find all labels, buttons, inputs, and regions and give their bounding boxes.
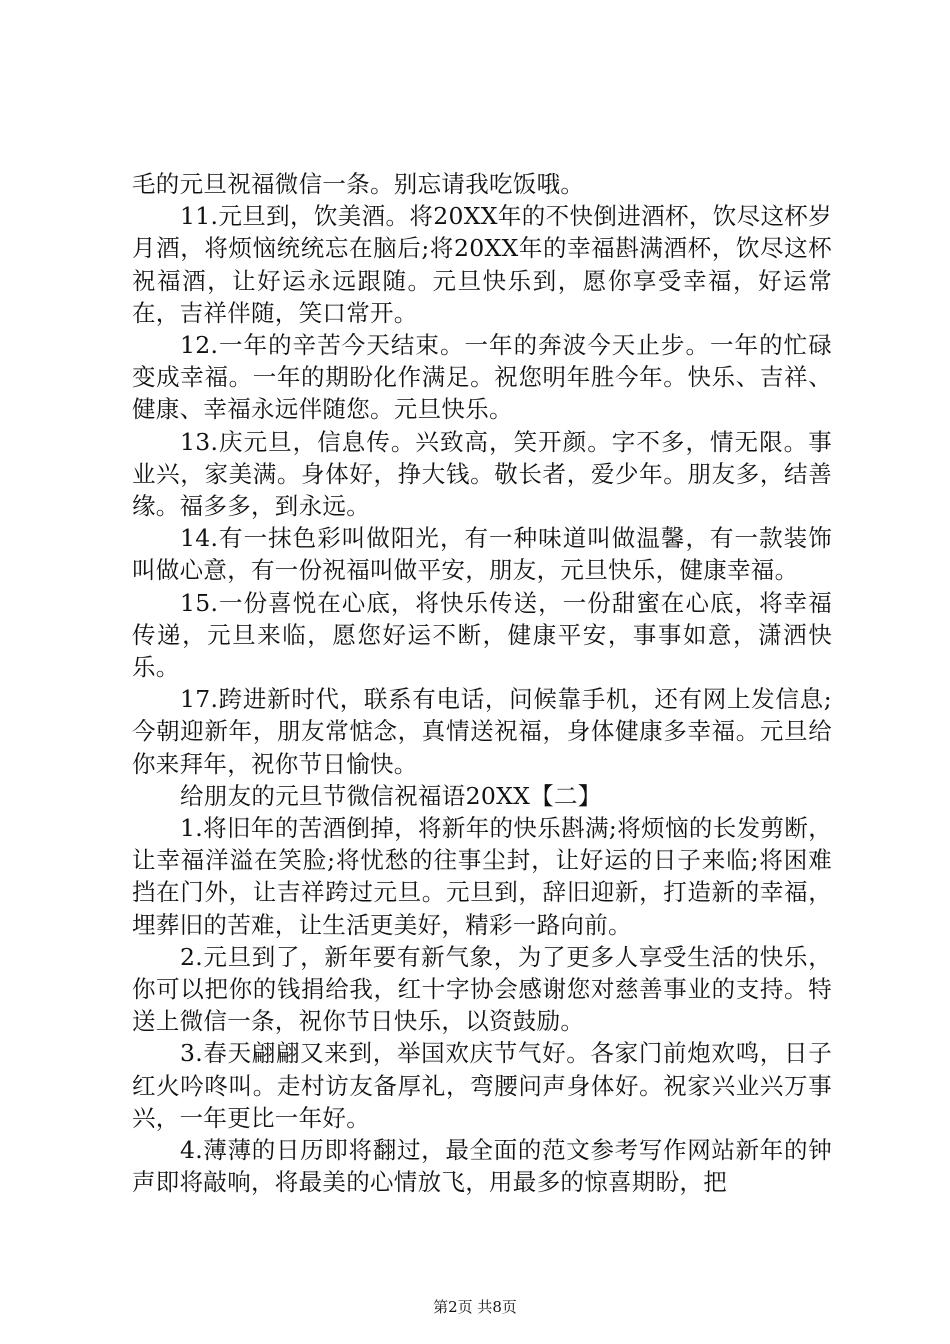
paragraph-12: 12.一年的辛苦今天结束。一年的奔波今天止步。一年的忙碌变成幸福。一年的期盼化作满足。祝您明年胜今年。快乐、吉祥、健康、幸福永远伴随您。元旦快乐。	[132, 331, 832, 424]
paragraph-1: 1.将旧年的苦酒倒掉，将新年的快乐斟满;将烦恼的长发剪断，让幸福洋溢在笑脸;将忧愁的往事尘封，让好运的日子来临;将困难挡在门外，让吉祥跨过元旦。元旦到，辞旧迎新，打造新的幸福，埋葬旧的苦难，让生活更美好，精彩一路向前。	[132, 814, 832, 939]
section-heading: 给朋友的元旦节微信祝福语20XX【二】	[180, 781, 602, 810]
paragraph-15: 15.一份喜悦在心底，将快乐传送，一份甜蜜在心底，将幸福传递，元旦来临，愿您好运不断，健康平安，事事如意，潇洒快乐。	[132, 588, 832, 682]
paragraph-13: 13.庆元旦，信息传。兴致高，笑开颜。字不多，情无限。事业兴，家美满。身体好，挣大钱。敬长者，爱少年。朋友多，结善缘。福多多，到永远。	[132, 427, 832, 521]
paragraph-11: 11.元旦到，饮美酒。将20XX年的不快倒进酒杯，饮尽这杯岁月酒，将烦恼统统忘在脑后;将20XX年的幸福斟满酒杯，饮尽这杯祝福酒，让好运永远跟随。元旦快乐到，愿你享受幸福，好运常在，吉祥伴随，笑口常开。	[132, 202, 832, 327]
page-number-footer: 第2页 共8页	[433, 1298, 517, 1316]
paragraph-4: 4.薄薄的日历即将翻过，最全面的范文参考写作网站新年的钟声即将敲响，将最美的心情放飞，用最多的惊喜期盼，把	[132, 1136, 832, 1197]
paragraph-14: 14.有一抹色彩叫做阳光，有一种味道叫做温馨，有一款装饰叫做心意，有一份祝福叫做平安，朋友，元旦快乐，健康幸福。	[132, 524, 832, 585]
paragraph-continued: 毛的元旦祝福微信一条。别忘请我吃饭哦。	[132, 170, 585, 198]
paragraph-3: 3.春天翩翩又来到，举国欢庆节气好。各家门前炮欢鸣，日子红火吟咚叫。走村访友备厚礼，弯腰问声身体好。祝家兴业兴万事兴，一年更比一年好。	[132, 1039, 832, 1132]
paragraph-2: 2.元旦到了，新年要有新气象，为了更多人享受生活的快乐，你可以把你的钱捐给我，红十字协会感谢您对慈善事业的支持。特送上微信一条，祝你节日快乐，以资鼓励。	[132, 942, 832, 1036]
body-text	[132, 168, 832, 1199]
paragraph-17: 17.跨进新时代，联系有电话，问候靠手机，还有网上发信息;今朝迎新年，朋友常惦念，真情送祝福，身体健康多幸福。元旦给你来拜年，祝你节日愉快。	[132, 685, 832, 778]
